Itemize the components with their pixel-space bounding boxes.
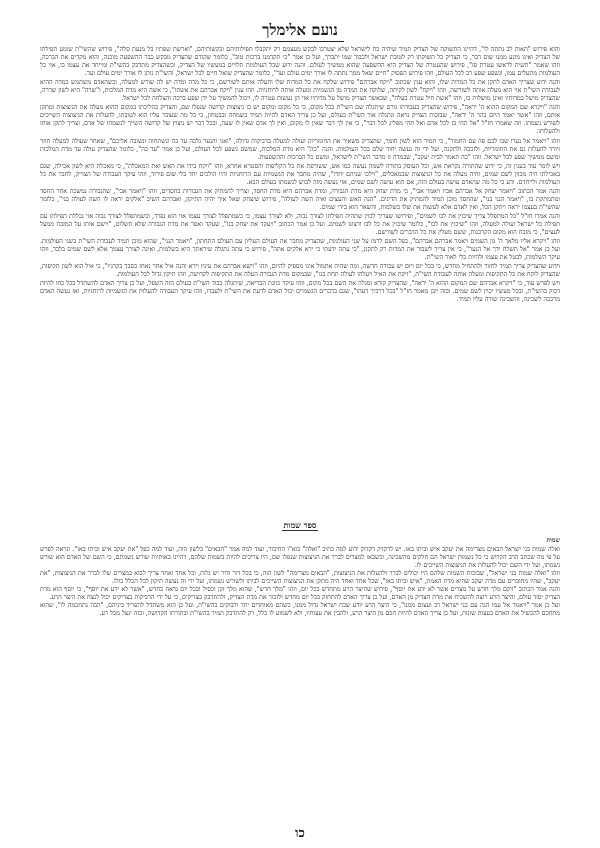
parsha-heading: שמות	[546, 537, 560, 544]
paragraph: וידוע שהצדיק צריך תמיד לחזור ולהתחיל מחדש, כי בכל יום ויום יש עבודה חדשה, ומה שהיה אתמול אינו מספיק להיום, וזהו "וישא אברהם את עיניו וירא והנה איל אחר נאחז בסבך בקרניו", כי איל הוא לשון תקיפות, שהצדיק לוקח את כל התקיפות ומעלה אותה לעבודת השי"ת, "ויקח את האיל ויעלהו לעולה תחת בנו", שבמקום מדת הגבורה העלה את התקיפות לקדושה, וזהו תיקון גדול לכל העולמות.	[40, 263, 560, 279]
paragraph: והנה אמרו חז"ל "כל המתפלל צריך שיכוין את לבו לשמים", ופירושו שצריך לכוין שתהיה תפילתו לצורך גבוה, ולא לצורך עצמו, כי כשמתפלל לצורך עצמו אזי הוא נפרד, וכשמתפלל לצורך גבוה אזי נכללת תפילתו עם תפילת כל ישראל ועולה למעלה, וזהו "שיכוין את לבו", כלומר שיכוין את כל לבו ורצונו לשמים. ועל כן אמר הכתוב "ויעקד את יצחק בנו", שעקד ואסר את מדת הגבורה שלא תשלוט, "וישם אותו על המזבח ממעל לעצים", כי מזבח הוא מקום הקרבנות, ששם מעלין את כל הדברים לשורשם.	[40, 212, 560, 237]
paragraph: והנה אמר הכתוב "ויאמר יצחק אל אברהם אביו ויאמר אבי", כי מדת יצחק היא מדת הגבורה, ומדת אברהם היא מדת החסד, וצריך להמתיק את הגבורות בחסדים, וזהו "ויאמר אבי", שהגבורה נמשכת אחר החסד ומתמתקת בו, "ויאמר הנני בני", שהחסד מוכן תמיד להמתיק את הדינים. "הנה האש והעצים ואיה השה לעולה", פירוש שיצחק שאל איך יהיה התיקון, ואברהם השיב "אלקים יראה לו השה לעולה בני", כלומר שהשי"ת בעצמו יראה ויתקן הכל, ואין לאדם אלא לעשות את שלו בשלמות, והשאר הוא בידי שמים.	[40, 187, 560, 211]
paragraph: והוא פירוש "תאות לב נתתה לו", דהיינו התשוקה של הצדיק תמיד שיהיה כח לישראל שלא יצטרכו לבקש מעצמם רק יתקבלו תפילותיהם ובקשותיהם, "וארשת שפתיו בל מנעת סלה", פירוש שהשי"ת שומע תפילתו של הצדיק ואינו מונע ממנו שום דבר, כי הצדיק כל תשוקתו רק לטובת ישראל ולכבוד שמו יתברך, ועל כן אמר "כי תקדמנו ברכות טוב", כלומר שקודם שהצדיק מבקש כבר ההשפעה מוכנה, והוא מקדים את הברכה, וזהו שאמר "תשית לראשו עטרת פז", פירוש שהעטרה של הצדיק היא ההשפעה שהוא ממשיך לעולם. והנה ידוע שכל העולמות תלויים במעשיו של הצדיק, וכשהצדיק מתדבק בהשי"ת ומייחד את עצמו בו, אזי כל העולמות מתעלים עמו, ונשפע שפע רב לכל העולם, וזהו פירוש הפסוק "חיים שאל ממך נתתה לו אורך ימים עולם ועד", כלומר שהצדיק שואל חיים לכל ישראל, והשי"ת נותן לו אורך ימים עולם ועד.	[40, 46, 560, 78]
paragraph: ויש לומר עוד בענין זה, כי ידוע שהתורה נקראת אש, וכל העוסק בתורה לשמה נעשה כמו אש, ששורפת את כל הקליפות והסטרא אחרא, וזהו "ויקח בידו את האש ואת המאכלת", כי מאכלת היא לשון אכילה, שגם באכילתו היה מכוון לשם שמים, והיה מעלה את כל הניצוצות שבמאכלים, "וילכו שניהם יחדו", שהיה מחבר את הגשמיות עם הרוחניות והיו הולכים יחד בלי שום פירוד, וזהו עיקר העבודה של הצדיק, לחבר את כל העולמות ולייחדם. ודע כי כל מה שהאדם עושה בעולם הזה, אם הוא עושה לשם שמים, אזי נעשה מזה לבוש לנשמתו בעולם הבא.	[40, 162, 560, 186]
page-number: כו	[295, 826, 305, 841]
paragraph: ויש לפרש עוד, כי "ויקרא אברהם שם המקום ההוא ה' יראה", שהצדיק קורא ומגלה את השם בכל מקום, וזהו עיקר כוונת הבריאה, שיתגלה כבוד השי"ת בעולם הזה השפל, ועל כן צריך האדם להשתדל בכל כחו להיות דבוק בהשי"ת, ובכל מעשיו יכוין לשם שמים. ובזה יובן מאמר חז"ל "בכל דרכיך דעהו", שגם בדברים הגשמיים יכול האדם לדעת את השי"ת ולעבדו, וזהו עיקר העבודה להעלות את הגשמיות לרוחניות, ואז נעשה האדם מרכבה לשכינה, והשכינה שורה עליו תמיד.	[40, 280, 560, 304]
section-title-text: ספר שמות	[283, 520, 317, 530]
paragraph: וזהו "ואלה שמות בני ישראל", שבזכות השמות שלהם היו יכולים לברר ולהעלות את הניצוצות, "הבאים מצרימה" לשון הוה, כי בכל דור ודור יש גלות, וכל אחד ואחד צריך לבוא במצרים שלו לברר את הניצוצות, "את יעקב", שהיו מחוברים עם מדת יעקב שהיא מדת האמת, "איש וביתו באו", שכל אחד ואחד היה מתקן את הניצוצות השייכים לביתו ולשורש נשמתו, ועל ידי זה נעשה תיקון לכל הכלל כולו.	[40, 570, 560, 586]
paragraph: ועל כן אמר "ויאמר אל עמו הנה עם בני ישראל רב ועצום ממנו", כי היצר הרע יודע שכח ישראל גדול ממנו, כשהם מאוחדים יחד ודבוקים בהשי"ת, ועל כן הוא משתדל להפריד ביניהם, "הבה נתחכמה לו", שהוא מתחכם להכשיל את האדם בעצות שונות, ועל כן צריך האדם להיות חכם מן היצר הרע, ולהבין את עצותיו, ולא לשמוע לו כלל, רק להתדבק תמיד בהשי"ת ובתורתו הקדושה, ובזה ינצל מכל רע.	[40, 602, 560, 618]
paragraph: וזהו "ויקרא אליו מלאך ה' מן השמים ויאמר אברהם אברהם", כפל השם לרמז על שני העולמות, שהצדיק מחבר את העולם העליון עם העולם התחתון, "ויאמר הנני", שהוא מוכן תמיד לעבודת השי"ת בשני העולמות. ועל כן אמר "אל תשלח ידך אל הנער", כי אין צריך לשבור את המדות רק לתקנן, "כי עתה ידעתי כי ירא אלקים אתה", פירוש כי עתה נתגלה שיראתך היא בשלמות, ואינה לצורך עצמך אלא לשם שמים בלבד, וזהו עיקר השלמות, לבטל את עצמו ולהיות כלי לאור השי"ת.	[40, 238, 560, 262]
main-text-block	[40, 46, 560, 502]
book-title: נועם אלימלך	[256, 21, 344, 42]
paragraph: וזהו "ויאמר אל נערו שבו לכם פה עם החמור", כי חמור הוא לשון חומר, שהצדיק משאיר את החומריות ועולה למעלה בדביקות גדולה, "ואני והנער נלכה עד כה ונשתחוה ונשובה אליכם", שאחר שעולה למעלה חוזר ויורד להעלות גם את החומריות, ולזככה ולתקנה, ועל ידי זה נעשה יחוד שלם בכל העולמות. והנה "כה" היא מדת המלכות, שמשם נשפע לכל העולם, ועל כן אמר "עד כה", כלומר שהצדיק עולה עד מדת המלכות ומשם ממשיך שפע לכל ישראל. וזהו "כה תאמר לבית יעקב", שבמדה זו מדבר השי"ת לישראל, ומשם כל הברכות וההשפעות.	[40, 137, 560, 161]
paragraph: ואלה שמות בני ישראל הבאים מצרימה את יעקב איש וביתו באו. יש לדקדק דקדוק ידוע למה כתיב "ואלה" בוא"ו החיבור, ועוד למה אמר "הבאים" בלשון הוה, ועוד למה כפל "את יעקב איש וביתו באו". ונראה לפרש על פי מה שכתב הרב הקדוש כי כל נשמות ישראל הם חלקים מהשכינה, וכשבאו למצרים לברר את הניצוצות שנפלו שם, היו צריכים להיות בשמות שלהם, דהיינו באותיות שורש נשמתם, כי השם של האדם הוא שורש נשמתו, ועל ידי השם יכול להעלות את הניצוצות השייכים לו.	[40, 546, 560, 570]
paragraph: והנה ידוע שצריך האדם לתקן את כל המדות שלו, והוא ענין שכתוב "ויקח אברהם" פירוש שלקח את כל המדות שלו והעלה אותם לשורשם, כי כל מדה ומדה יש לה שורש למעלה, וכשהאדם משתמש במדה ההיא לעבודת השי"ת אזי הוא מעלה אותה לשורשה, וזהו "ויקח" לשון לקיחה, שלוקח את המדה מן הגשמיות ומעלה אותה לרוחניות. וזהו ענין "ויקח אברהם את אשתו", כי אשה היא מדת המלכות, ו"שרה" היא לשון שררה, שהצדיק מושל במדותיו ואינן מושלות בו, וזהו "אשת חיל עטרת בעלה", שכאשר הצדיק מושל על מדותיו אזי הן נעשות עטרה לו, ויכול להמשיך על ידן שפע ברכה והצלחה לכל ישראל.	[40, 79, 560, 103]
running-head	[0, 20, 600, 42]
second-text-block	[40, 537, 560, 827]
section-title	[0, 520, 600, 530]
paragraph: והנה "ויקרא שם המקום ההוא ה' יראה", פירוש שהצדיק בעבודתו גורם שיתגלה שם השי"ת בכל מקום, כי כל מקום ומקום יש בו ניצוצות קדושה שנפלו שם, והצדיק בהליכתו במקום ההוא מעלה את הניצוצות ומתקן אותם, וזהו "אשר יאמר היום בהר ה' יראה", שבזכות הצדיק נראה ונתגלה אור השי"ת בעולם, ועל כן צריך האדם להיות תמיד בשמחה ובבטחון, כי כל מה שעובר עליו הוא לטובתו, להעלות את הניצוצות השייכים לשורש נשמתו. וזה שאמרו חז"ל "אל תהי בז לכל אדם ואל תהי מפליג לכל דבר", כי אין לך דבר שאין לו מקום, ואין לך אדם שאין לו שעה, ובכל דבר יש ניצוץ של קדושה השייך לנשמתו של אדם, וצריך לתקן אותו ולהעלותו.	[40, 104, 560, 136]
paragraph: והנה אמר הכתוב "ויקם מלך חדש על מצרים אשר לא ידע את יוסף", פירוש שהיצר הרע מתחדש בכל יום, וזהו "מלך חדש", שהוא מלך זקן וכסיל ובכל יום נראה כחדש, "אשר לא ידע את יוסף", כי יוסף הוא מדת הצדיק יסוד עולם, והיצר הרע רוצה להשכיח את מדת הצדיק מן האדם, ועל כן צריך האדם להתחזק בכל יום מחדש ולזכור את מדת הצדיק, ולהתדבק בצדיקים, כי על ידי הדביקות בצדיקים יכול לנצח את היצר הרע.	[40, 586, 560, 602]
